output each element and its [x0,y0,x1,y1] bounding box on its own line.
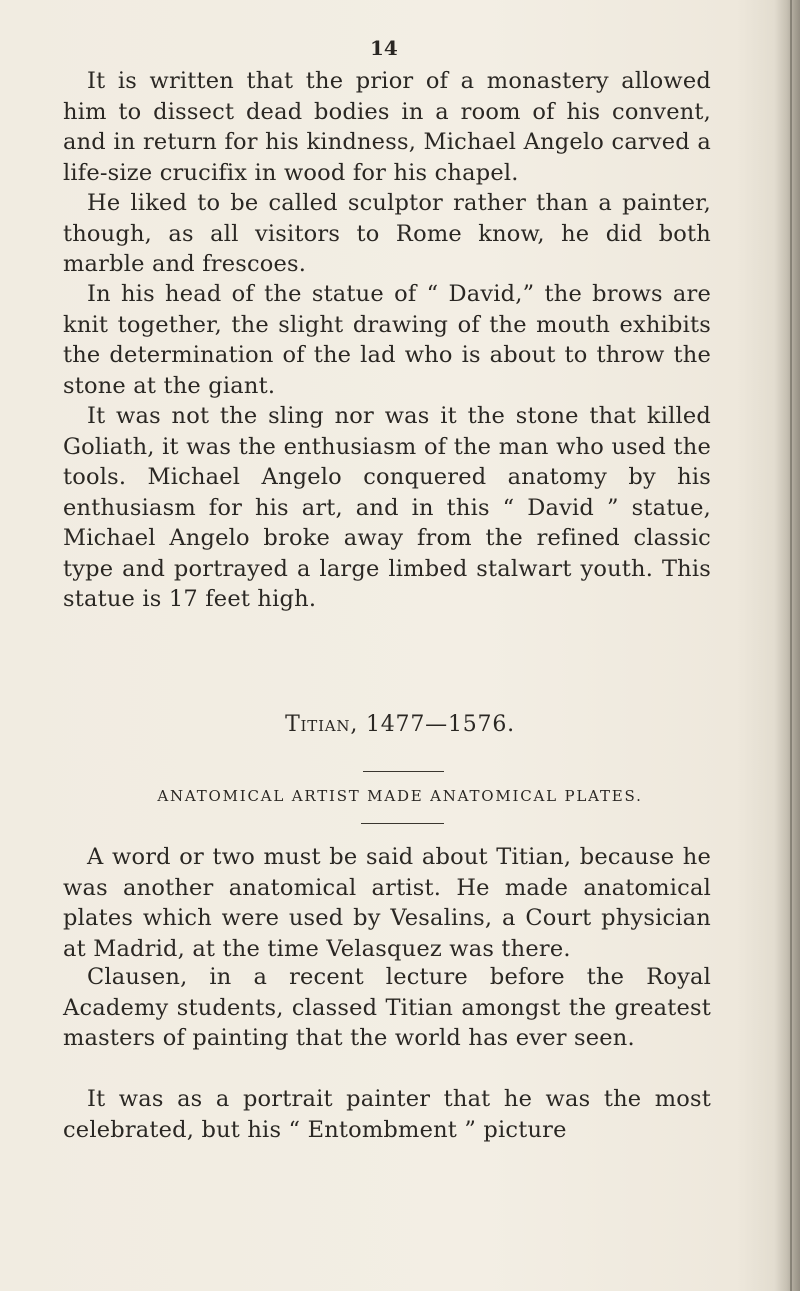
paragraph-goliath [63,401,711,615]
paragraph-portrait-painter [63,1084,711,1145]
paragraph-titian-intro [63,842,711,964]
paragraph-text: It was as a portrait painter that he was the most celebrated, but his “ Entombment ” picture [63,1086,711,1143]
paragraph-prior-monastery [63,66,711,188]
paragraph-sculptor [63,188,711,280]
section-title: Titian, [285,712,359,737]
paragraph-text: A word or two must be said about Titian, because he was another anatomical artist. He made anatomical plates which were used by Vesalins, a Court physician at Madrid, at the time Velasquez was there. [63,844,711,962]
page-number: 14 [370,36,398,60]
heading-rule-top [363,771,444,772]
section-subtitle: ANATOMICAL ARTIST MADE ANATOMICAL PLATES. [157,787,643,805]
heading-rule-bottom [361,823,444,824]
section-dates: 1477—1576. [365,712,515,737]
paragraph-text: Clausen, in a recent lecture before the Royal Academy students, classed Titian amongst the greatest masters of painting that the world has ever seen. [63,964,711,1051]
page-edge-shadow [774,0,800,1291]
paragraph-david-head [63,279,711,401]
section-heading [0,712,800,737]
paragraph-text: It was not the sling nor was it the stone that killed Goliath, it was the enthusiasm of the man who used the tools. Michael Angelo conquered anatomy by his enthusiasm for his art, and in this “ David ” statue, Michael Angelo broke away from the refined classic type and portrayed a large limbed stalwart youth. This statue is 17 feet high. [63,403,711,612]
page-edge-line [790,0,792,1291]
paragraph-text: He liked to be called sculptor rather than a painter, though, as all visitors to Rome know, he did both marble and frescoes. [63,190,711,277]
paragraph-text: It is written that the prior of a monastery allowed him to dissect dead bodies in a room of his convent, and in return for his kindness, Michael Angelo carved a life-size crucifix in wood for his chapel. [63,68,711,186]
paragraph-text: In his head of the statue of “ David,” the brows are knit together, the slight drawing of the mouth exhibits the determination of the lad who is about to throw the stone at the giant. [63,281,711,399]
paragraph-clausen [63,962,711,1054]
